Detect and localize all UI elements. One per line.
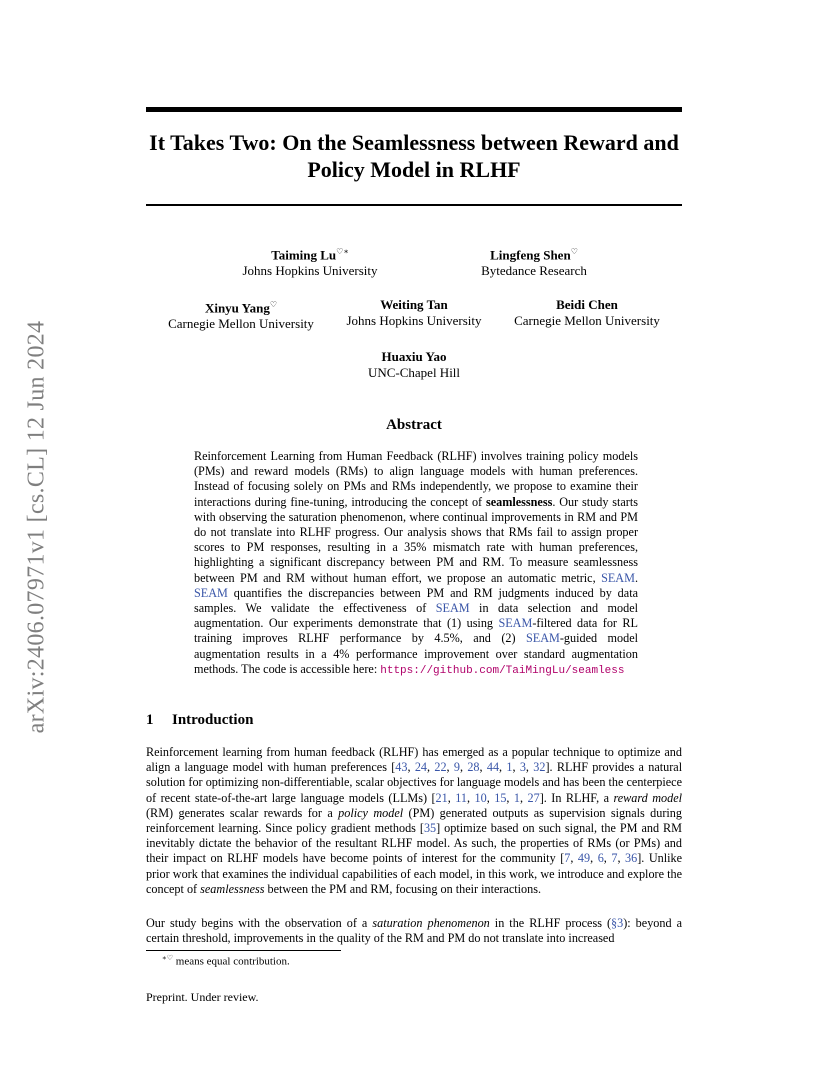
citation-link[interactable]: 1 [506, 760, 513, 775]
citation-link[interactable]: 27 [527, 790, 540, 805]
author-name: Xinyu Yang [204, 300, 270, 316]
citation-link[interactable]: 6 [597, 851, 604, 866]
author-name: Lingfeng Shen [490, 247, 571, 263]
citation-link[interactable]: 32 [533, 760, 546, 775]
intro-paragraph-2: Our study begins with the observation of a saturation phenomenon in the RLHF process (§3): beyond a certain threshold, improvements in the quality of the RM and PM do not translate into increased [146, 916, 682, 946]
citation-link[interactable]: 35 [423, 821, 437, 836]
author-affiliation: Johns Hopkins University [346, 313, 482, 328]
title-rule-bottom [146, 204, 682, 206]
abstract-text: Reinforcement Learning from Human Feedback (RLHF) involves training policy models (PMs) and reward models (RMs) to align language models with human preferences. Instead of focusing solely on PMs and RMs independently, we propose to examine their interactions during fine-tuning, introducing the concept of seamlessness. Our study starts with observing the saturation phenomenon, where continual improvements in RM and PM do not translate into RLHF progress. Our analysis shows that RMs fail to assign proper scores to PM responses, resulting in a 35% mismatch rate with human preferences, highlighting a significant discrepancy between PM and RM. To measure seamlessness between PM and RM without human effort, we propose an automatic metric, SEAM. SEAM quantifies the discrepancies between PM and RM judgments induced by data samples. We validate the effectiveness of SEAM in data selection and model augmentation. Our experiments demonstrate that (1) using SEAM-filtered data for RL training improves RLHF performance by 4.5%, and (2) SEAM-guided model augmentation results in a 4% performance improvement over standard augmentation methods. The code is accessible here: https://github.com/TaiMingLu/seamless [194, 449, 639, 677]
author-block [304, 349, 524, 381]
author-name: Weiting Tan [380, 297, 448, 312]
citation-link[interactable]: 21 [435, 790, 448, 805]
footnote [162, 954, 290, 968]
arxiv-identifier: arXiv:2406.07971v1 [cs.CL] 12 Jun 2024 [23, 320, 50, 734]
seam-link[interactable]: SEAM [435, 601, 470, 616]
seam-link[interactable]: SEAM [601, 570, 635, 585]
paper-title: It Takes Two: On the Seamlessness between Reward and Policy Model in RLHF [149, 130, 679, 182]
footnote-rule [146, 950, 341, 951]
intro-paragraph-1: Reinforcement learning from human feedback (RLHF) has emerged as a popular technique to optimize and align a language model with human preferences [43, 24, 22, 9, 28, 44, 1, 3, 32]. RLHF provides a natural solution for optimizing non-differentiable, scalar objectives for language models and has been the centerpiece of recent state-of-the-art large language models (LLMs) [21, 11, 10, 15, 1, 27]. In RLHF, a reward model (RM) generates scalar rewards for a policy model (PM) generated outputs as supervision signals during reinforcement learning. Since policy gradient methods [35] optimize based on such signal, the PM and RM inevitably dictate the behavior of the resultant RLHF model. As such, the properties of RMs (or PMs) and their impact on RLHF models have become points of interest for the community [7, 49, 6, 7, 36]. Unlike prior work that examines the individual capabilities of each model, in this work, we introduce and explore the concept of seamlessness between the PM and RM, focusing on their interactions. [146, 745, 683, 896]
keyword-seamlessness: seamlessness [485, 494, 553, 509]
citation-link[interactable]: 24 [414, 760, 428, 775]
title-rule-top [146, 107, 682, 112]
author-block [477, 297, 697, 329]
footnote-text: means equal contribution. [173, 955, 290, 968]
citation-link[interactable]: 22 [434, 760, 447, 775]
author-affiliation: UNC-Chapel Hill [367, 365, 461, 380]
citation-link[interactable]: 36 [625, 851, 638, 866]
author-affiliation: Carnegie Mellon University [514, 313, 660, 328]
section-number: 1 [146, 712, 154, 728]
author-name: Taiming Lu [271, 247, 337, 263]
citation-link[interactable]: 15 [494, 790, 507, 805]
author-name: Beidi Chen [556, 297, 618, 312]
citation-link[interactable]: 7 [564, 851, 571, 866]
author-mark: ♡ [570, 247, 578, 256]
citation-link[interactable]: 7 [611, 851, 618, 866]
citation-link[interactable]: 1 [513, 790, 521, 805]
footnote-mark: ∗♡ [162, 954, 174, 962]
code-url-link[interactable]: https://github.com/TaiMingLu/seamless [380, 664, 625, 677]
author-affiliation: Johns Hopkins University [242, 263, 378, 279]
author-mark: ♡ [269, 300, 278, 309]
author-name: Huaxiu Yao [381, 349, 447, 364]
author-mark: ♡∗ [336, 247, 349, 256]
section-heading [146, 712, 253, 729]
abstract-heading: Abstract [386, 417, 442, 433]
citation-link[interactable]: 3 [519, 760, 526, 775]
seam-link[interactable]: SEAM [525, 631, 560, 646]
author-block [424, 244, 644, 279]
citation-link[interactable]: 9 [453, 760, 460, 775]
citation-link[interactable]: 11 [455, 790, 467, 805]
term-reward-model: reward model [613, 790, 683, 805]
author-affiliation: Bytedance Research [481, 263, 587, 279]
citation-link[interactable]: 43 [395, 760, 408, 775]
seam-link[interactable]: SEAM [194, 585, 228, 600]
citation-link[interactable]: 10 [474, 790, 487, 805]
preprint-note: Preprint. Under review. [146, 990, 259, 1004]
author-block [200, 244, 420, 279]
citation-link[interactable]: 49 [577, 851, 591, 866]
author-affiliation: Carnegie Mellon University [168, 316, 314, 332]
citation-link[interactable]: 28 [467, 760, 480, 775]
section-title: Introduction [172, 712, 254, 728]
citation-link[interactable]: 44 [486, 760, 500, 775]
term-policy-model: policy model [338, 805, 404, 820]
seam-link[interactable]: SEAM [498, 616, 533, 631]
section-ref-link[interactable]: §3 [611, 916, 624, 930]
term-saturation: saturation phenomenon [372, 916, 490, 930]
term-seamlessness: seamlessness [200, 881, 265, 896]
